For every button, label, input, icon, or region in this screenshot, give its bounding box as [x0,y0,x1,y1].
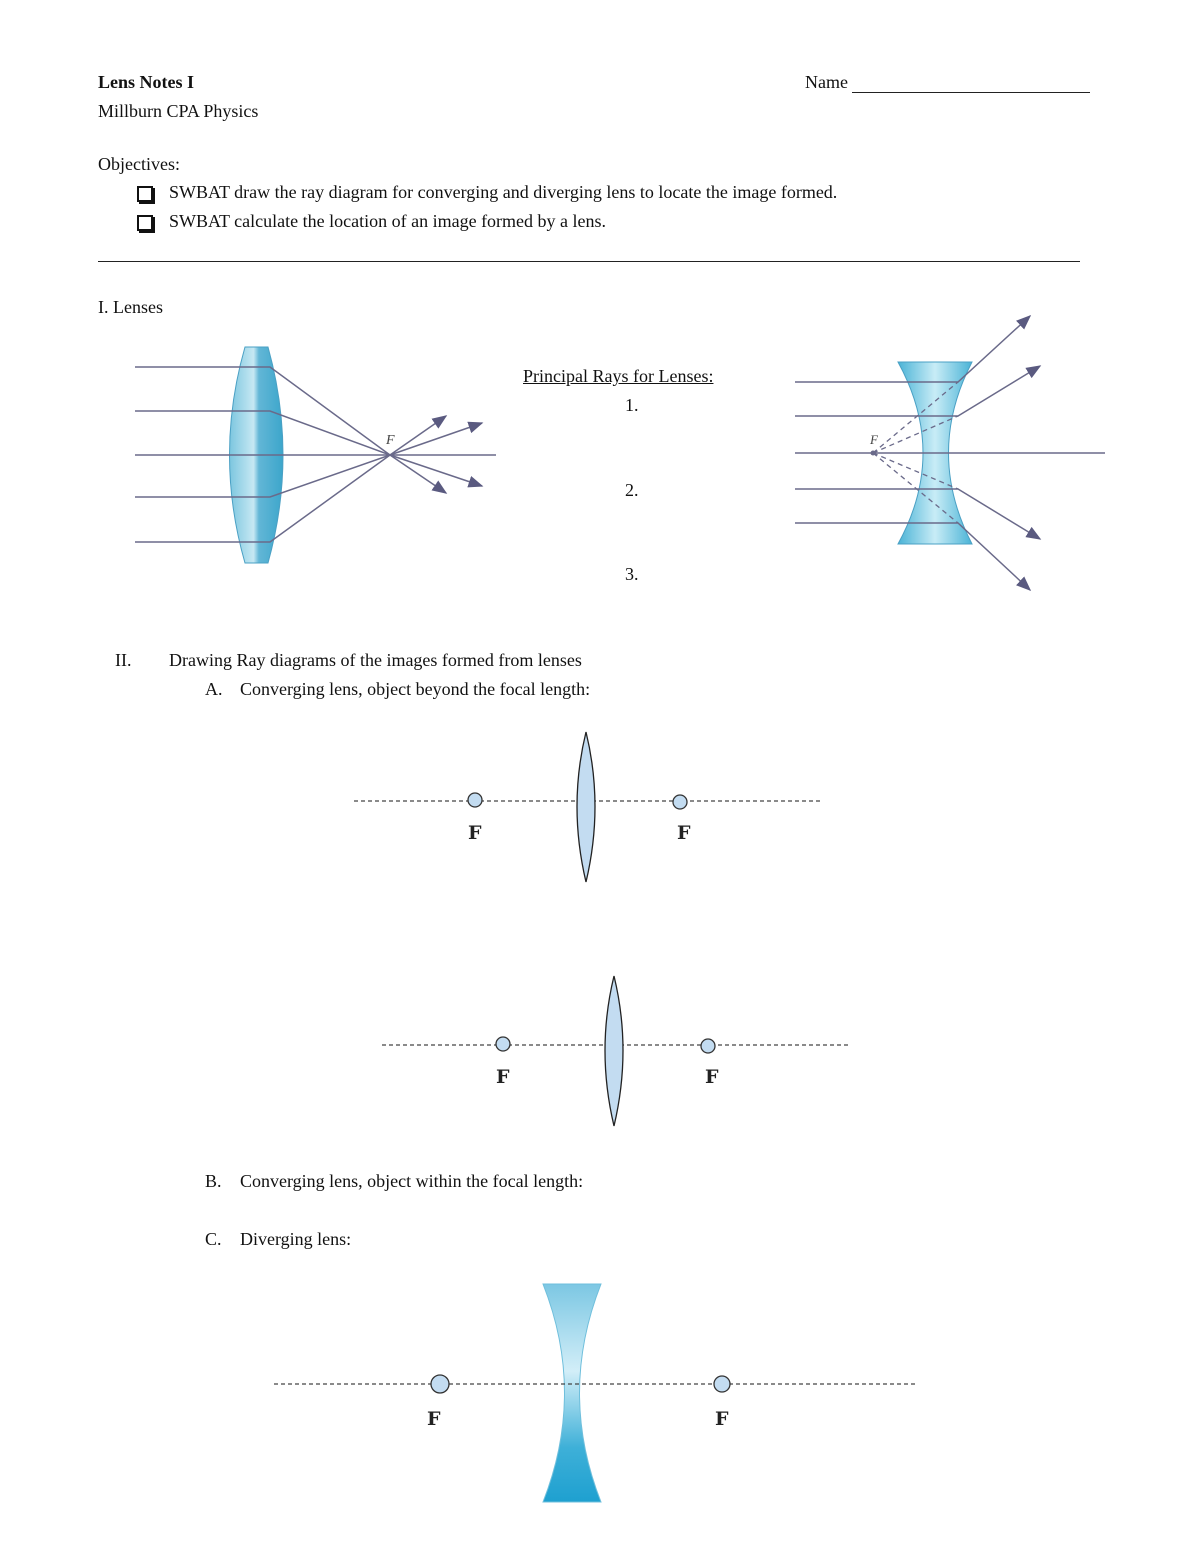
name-label: Name [805,72,848,92]
principal-rays-title: Principal Rays for Lenses: [523,366,714,386]
converging-lens-shape [577,732,595,882]
objectives-heading: Objectives: [98,154,180,174]
objective-2-text: SWBAT calculate the location of an image formed by a lens. [169,211,607,231]
ray-diagram-diverging [270,1280,930,1510]
refracted-ray [390,455,482,486]
focal-point-left-icon [431,1375,449,1393]
subsection-c-text: Diverging lens: [240,1229,352,1249]
focal-point-right-icon [701,1039,715,1053]
focal-point-left-icon [468,793,482,807]
refracted-ray [390,423,482,455]
principal-ray-number-2: 2. [625,480,639,500]
subsection-c-letter: C. [205,1229,222,1249]
objective-1-text: SWBAT draw the ray diagram for converging and diverging lens to locate the image formed. [169,182,838,202]
focal-label-right: F [677,822,691,844]
objective-2-checkbox-icon[interactable] [137,215,153,231]
focal-label-left: F [468,822,482,844]
focal-point-right-icon [673,795,687,809]
subsection-a-letter: A. [205,679,223,699]
diverging-lens-shape [543,1284,601,1502]
focal-point-left-icon [496,1037,510,1051]
name-field[interactable] [805,72,1090,93]
converging-lens-shape [605,976,623,1126]
refracted-ray [390,416,446,455]
ray-diagram-converging-2 [378,972,858,1132]
section-divider [98,261,1080,262]
objective-1-checkbox-icon[interactable] [137,186,153,202]
focal-point-right-icon [714,1376,730,1392]
subsection-b-letter: B. [205,1171,222,1191]
section-2-numeral: II. [115,650,132,670]
page-title: Lens Notes I [98,72,195,92]
diverging-lens-diagram [790,310,1110,600]
name-blank-line[interactable] [852,74,1090,93]
subsection-a-text: Converging lens, object beyond the focal length: [240,679,591,699]
refracted-ray [390,455,446,493]
course-name: Millburn CPA Physics [98,101,259,121]
converging-focus-label: F [386,433,395,448]
focal-label-left: F [496,1066,510,1088]
focal-label-left: F [427,1408,441,1430]
focal-label-right: F [715,1408,729,1430]
diverging-focus-label: F [870,432,878,447]
section-1-heading: I. Lenses [98,297,163,317]
subsection-b-text: Converging lens, object within the focal length: [240,1171,584,1191]
section-2-heading: Drawing Ray diagrams of the images formed from lenses [169,650,582,670]
ray-diagram-converging-1 [350,728,830,888]
converging-lens-diagram [130,340,510,570]
principal-ray-number-3: 3. [625,564,639,584]
focal-label-right: F [705,1066,719,1088]
principal-ray-number-1: 1. [625,395,639,415]
diverging-focus-point [871,451,876,456]
